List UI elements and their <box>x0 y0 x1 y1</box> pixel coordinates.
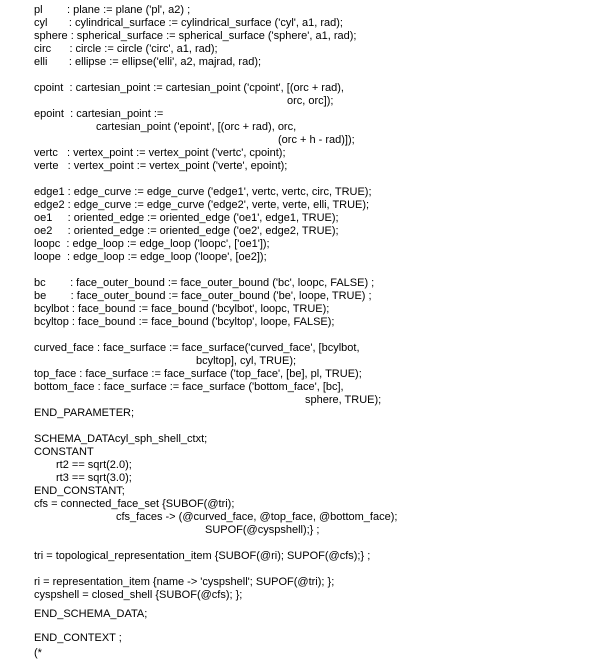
code-line: SCHEMA_DATAcyl_sph_shell_ctxt; <box>34 433 208 445</box>
code-line: bcyltop], cyl, TRUE); <box>196 355 297 367</box>
code-line: bc : face_outer_bound := face_outer_bound ('bc', loopc, FALSE) ; <box>34 277 375 289</box>
code-line: cpoint : cartesian_point := cartesian_point ('cpoint', [(orc + rad), <box>34 82 344 94</box>
code-line: vertc : vertex_point := vertex_point ('vertc', cpoint); <box>34 147 286 159</box>
code-line: elli : ellipse := ellipse('elli', a2, majrad, rad); <box>34 56 262 68</box>
code-line: bcyltop : face_bound := face_bound ('bcyltop', loope, FALSE); <box>34 316 335 328</box>
code-line: cyl : cylindrical_surface := cylindrical_surface ('cyl', a1, rad); <box>34 17 343 29</box>
code-line: END_SCHEMA_DATA; <box>34 608 148 620</box>
code-line: circ : circle := circle ('circ', a1, rad); <box>34 43 218 55</box>
code-line: sphere, TRUE); <box>305 394 382 406</box>
code-line: be : face_outer_bound := face_outer_bound ('be', loope, TRUE) ; <box>34 290 372 302</box>
code-line: top_face : face_surface := face_surface ('top_face', [be], pl, TRUE); <box>34 368 362 380</box>
code-line: cfs = connected_face_set {SUBOF(@tri); <box>34 498 235 510</box>
code-line: cyspshell = closed_shell {SUBOF(@cfs); }; <box>34 589 243 601</box>
code-line: ri = representation_item {name -> 'cyspshell'; SUPOF(@tri); }; <box>34 576 335 588</box>
code-line: SUPOF(@cyspshell);} ; <box>205 524 320 536</box>
code-line: epoint : cartesian_point := <box>34 108 164 120</box>
code-line: CONSTANT <box>34 446 94 458</box>
code-line: END_PARAMETER; <box>34 407 135 419</box>
code-line: verte : vertex_point := vertex_point ('verte', epoint); <box>34 160 288 172</box>
code-line: bcylbot : face_bound := face_bound ('bcylbot', loopc, TRUE); <box>34 303 330 315</box>
code-line: edge1 : edge_curve := edge_curve ('edge1', vertc, vertc, circ, TRUE); <box>34 186 372 198</box>
code-line: END_CONTEXT ; <box>34 632 122 644</box>
code-line: rt2 == sqrt(2.0); <box>56 459 132 471</box>
code-line: edge2 : edge_curve := edge_curve ('edge2', verte, verte, elli, TRUE); <box>34 199 370 211</box>
code-line: sphere : spherical_surface := spherical_surface ('sphere', a1, rad); <box>34 30 357 42</box>
code-line: (orc + h - rad)]); <box>278 134 355 146</box>
code-line: loope : edge_loop := edge_loop ('loope', [oe2]); <box>34 251 267 263</box>
code-line: oe2 : oriented_edge := oriented_edge ('oe2', edge2, TRUE); <box>34 225 339 237</box>
code-line: bottom_face : face_surface := face_surface ('bottom_face', [bc], <box>34 381 344 393</box>
code-line: pl : plane := plane ('pl', a2) ; <box>34 4 191 16</box>
code-line: END_CONSTANT; <box>34 485 125 497</box>
code-line: (* <box>34 647 42 659</box>
code-line: oe1 : oriented_edge := oriented_edge ('oe1', edge1, TRUE); <box>34 212 339 224</box>
code-line: cfs_faces -> (@curved_face, @top_face, @bottom_face); <box>116 511 398 523</box>
code-line: loopc : edge_loop := edge_loop ('loopc', ['oe1']); <box>34 238 270 250</box>
code-line: orc, orc]); <box>287 95 334 107</box>
code-line: cartesian_point ('epoint', [(orc + rad), orc, <box>96 121 297 133</box>
code-line: curved_face : face_surface := face_surface('curved_face', [bcylbot, <box>34 342 360 354</box>
code-line: tri = topological_representation_item {SUBOF(@ri); SUPOF(@cfs);} ; <box>34 550 371 562</box>
code-line: rt3 == sqrt(3.0); <box>56 472 132 484</box>
